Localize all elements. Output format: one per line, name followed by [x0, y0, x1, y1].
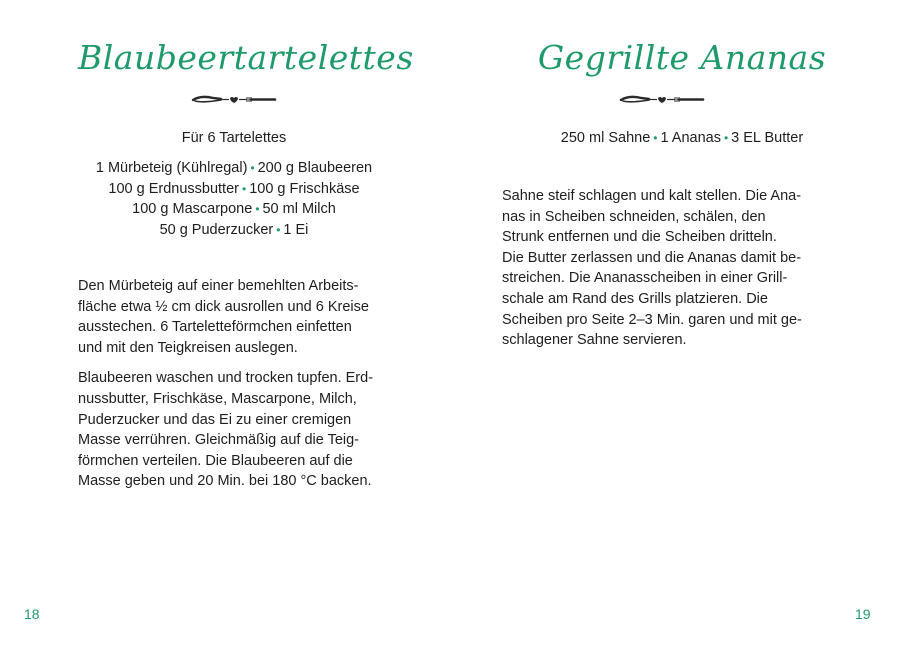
- text-line: Strunk entfernen und die Scheiben dritteln.: [502, 229, 777, 246]
- instructions: [502, 186, 822, 361]
- text-line: streichen. Die Ananasscheiben in einer Grill-: [502, 270, 788, 287]
- ingredient: 100 g Frischkäse: [249, 180, 360, 197]
- text-line: Sahne steif schlagen und kalt stellen. Die Ana-: [502, 188, 802, 204]
- text-line: Die Butter zerlassen und die Ananas damit be-: [502, 249, 802, 266]
- cutlery-divider-icon: [619, 92, 705, 108]
- text-line: förmchen verteilen. Die Blaubeeren auf die: [78, 452, 353, 469]
- ingredient: 1 Ananas: [660, 130, 721, 146]
- left-page: [0, 0, 454, 648]
- text-line: Den Mürbeteig auf einer bemehlten Arbeits-: [78, 278, 359, 294]
- ingredient: 200 g Blaubeeren: [257, 160, 373, 176]
- bullet-separator: •: [723, 131, 729, 145]
- ingredient-line: [78, 158, 390, 179]
- text-line: Puderzucker und das Ei zu einer cremigen: [78, 411, 352, 428]
- ingredient: 1 Ei: [283, 221, 309, 238]
- ingredient: 100 g Mascarpone: [132, 201, 253, 217]
- ingredient: 250 ml Sahne: [560, 130, 651, 146]
- ingredient: 50 g Puderzucker: [159, 221, 274, 238]
- ingredient: 1 Mürbeteig (Kühlregal): [95, 160, 248, 176]
- instruction-paragraph: [78, 368, 390, 492]
- instruction-paragraph: [502, 186, 822, 351]
- yield-text: Für 6 Tartelettes: [181, 130, 287, 146]
- ingredient: 50 ml Milch: [262, 201, 336, 217]
- bullet-separator: •: [250, 161, 255, 175]
- instructions: [78, 276, 390, 502]
- text-line: und mit den Teigkreisen auslegen.: [78, 339, 298, 356]
- text-line: Blaubeeren waschen und trocken tupfen. Erd-: [78, 370, 374, 387]
- text-line: ausstechen. 6 Tarteletteförmchen einfetten: [78, 319, 352, 336]
- page-number: 18: [24, 606, 40, 622]
- text-line: fläche etwa ½ cm dick ausrollen und 6 Kreise: [78, 298, 369, 315]
- bullet-separator: •: [653, 131, 658, 145]
- ingredient-line: [78, 220, 390, 241]
- text-line: Masse verrühren. Gleichmäßig auf die Teig-: [78, 432, 359, 449]
- text-line: nussbutter, Frischkäse, Mascarpone, Milch,: [78, 390, 357, 407]
- ingredient: 100 g Erdnussbutter: [108, 180, 239, 197]
- text-line: Scheiben pro Seite 2–3 Min. garen und mit ge-: [502, 311, 802, 328]
- text-line: schale am Rand des Grills platzieren. Die: [502, 290, 768, 307]
- bullet-separator: •: [255, 202, 260, 216]
- cutlery-divider-icon: [191, 92, 277, 108]
- instruction-paragraph: [78, 276, 390, 358]
- ingredient-list: [78, 158, 390, 240]
- text-line: nas in Scheiben schneiden, schälen, den: [502, 208, 766, 225]
- bullet-separator: •: [241, 181, 247, 196]
- page-number: 19: [855, 606, 871, 622]
- recipe-title: Gegrillte Ananas: [537, 38, 827, 77]
- ingredient-line: [78, 179, 390, 200]
- ingredient: 3 EL Butter: [731, 130, 804, 146]
- bullet-separator: •: [276, 222, 281, 237]
- ingredient-line: [78, 199, 390, 220]
- ingredient-list: [502, 128, 862, 148]
- text-line: schlagener Sahne servieren.: [502, 332, 687, 349]
- right-page: [454, 0, 909, 648]
- recipe-title: Blaubeertartelettes: [78, 38, 414, 77]
- text-line: Masse geben und 20 Min. bei 180 °C backen.: [78, 473, 372, 490]
